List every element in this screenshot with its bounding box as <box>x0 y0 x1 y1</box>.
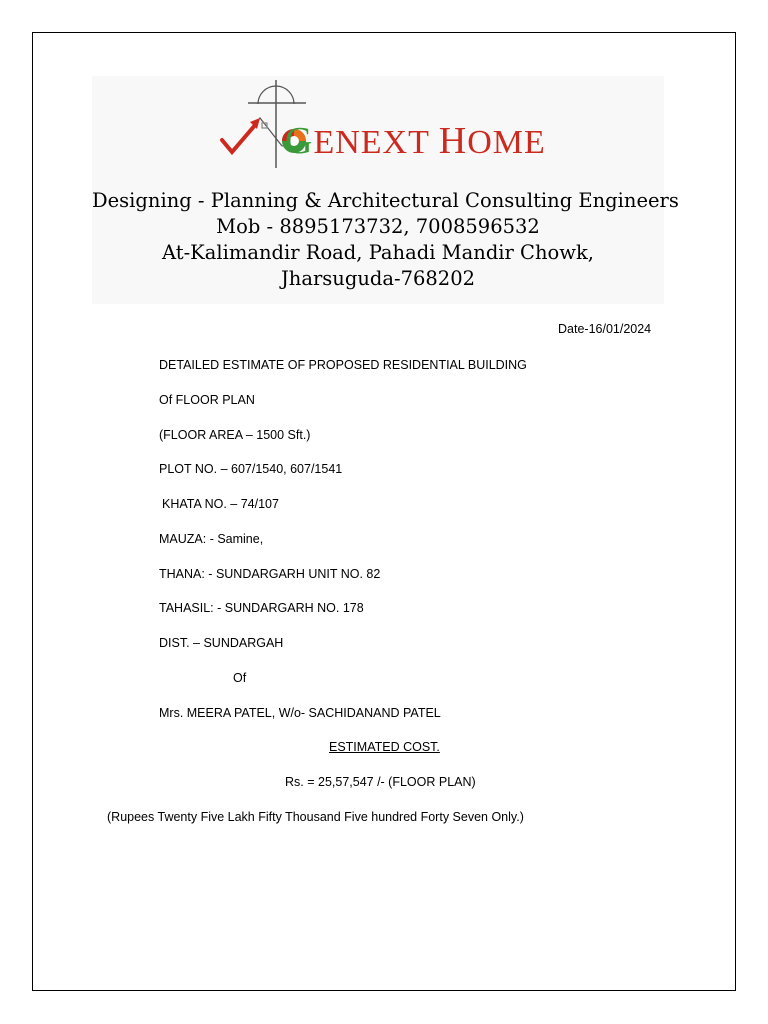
brand-word-home: OME <box>467 124 546 161</box>
company-name <box>285 121 546 163</box>
check-arrow-icon <box>222 124 256 152</box>
khata-number: KHATA NO. – 74/107 <box>162 497 279 511</box>
brand-initial-h: H <box>438 120 468 162</box>
estimated-cost-heading: ESTIMATED COST. <box>329 740 440 754</box>
brand-initial-g: G <box>285 120 314 162</box>
document-date: Date-16/01/2024 <box>558 322 652 336</box>
document-heading: DETAILED ESTIMATE OF PROPOSED RESIDENTIAL BUILDING <box>159 358 527 372</box>
floor-area: (FLOOR AREA – 1500 Sft.) <box>159 428 311 442</box>
thana: THANA: - SUNDARGARH UNIT NO. 82 <box>159 567 381 581</box>
mauza: MAUZA: - Samine, <box>159 532 264 546</box>
owner-name: Mrs. MEERA PATEL, W/o- SACHIDANAND PATEL <box>159 706 441 720</box>
company-tagline: Designing - Planning & Architectural Consulting Engineers <box>92 189 679 212</box>
company-address-line2: Jharsuguda-768202 <box>280 267 476 290</box>
of-label: Of <box>233 671 247 685</box>
amount-in-words: (Rupees Twenty Five Lakh Fifty Thousand Five hundred Forty Seven Only.) <box>107 810 524 824</box>
company-contact: Mob - 8895173732, 7008596532 <box>216 215 540 238</box>
brand-word-genext: ENEXT <box>313 124 430 161</box>
estimated-amount: Rs. = 25,57,547 /- (FLOOR PLAN) <box>285 775 476 789</box>
floor-plan-line: Of FLOOR PLAN <box>159 393 255 407</box>
company-address-line1: At-Kalimandir Road, Pahadi Mandir Chowk, <box>162 241 594 264</box>
tahasil: TAHASIL: - SUNDARGARH NO. 178 <box>159 601 364 615</box>
district: DIST. – SUNDARGAH <box>159 636 284 650</box>
plot-number: PLOT NO. – 607/1540, 607/1541 <box>159 462 343 476</box>
